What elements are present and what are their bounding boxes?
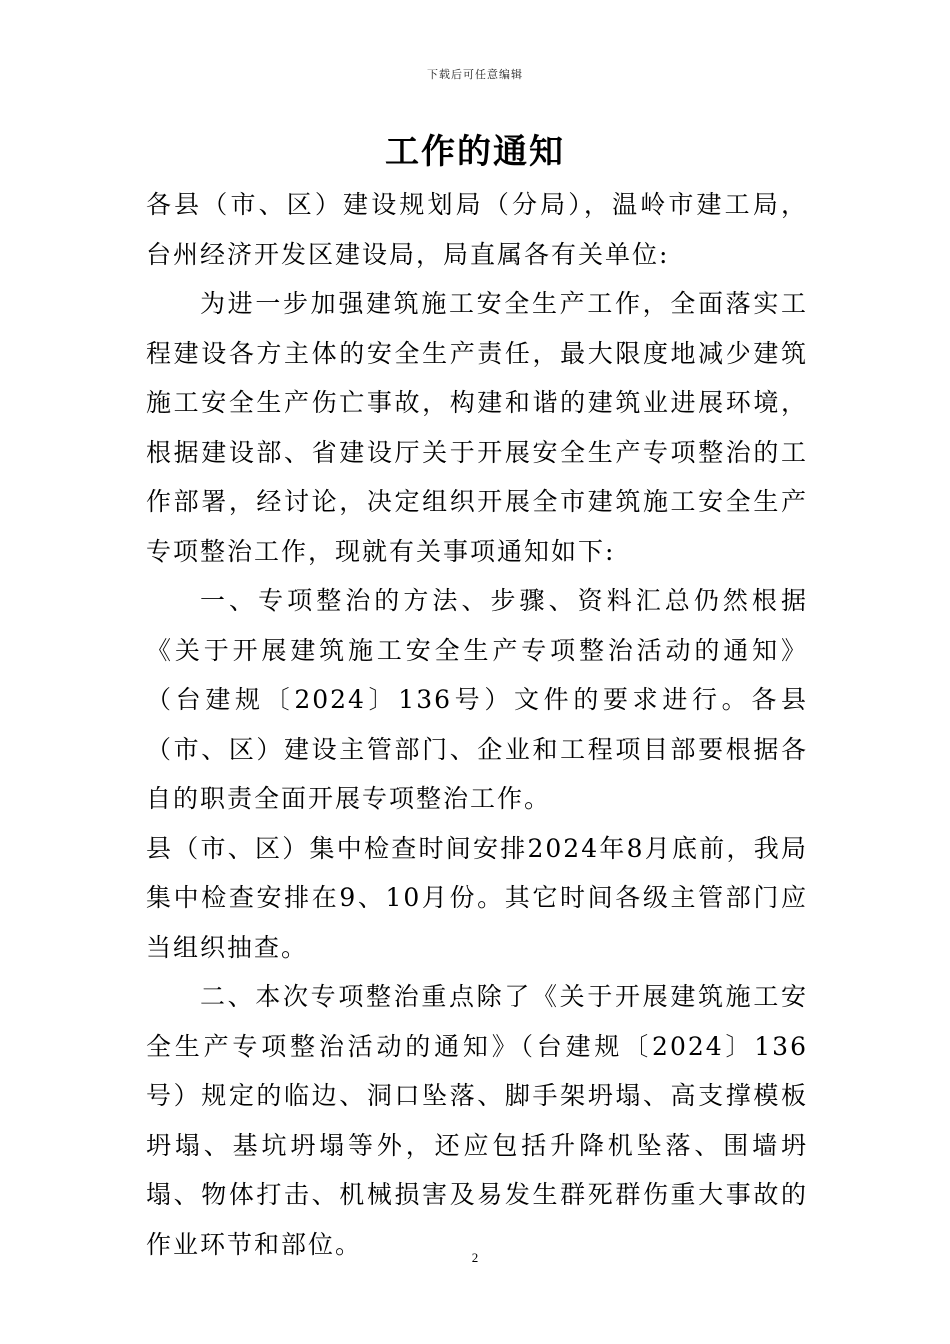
- salutation-paragraph: 各县（市、区）建设规划局（分局），温岭市建工局，台州经济开发区建设局，局直属各有关单位:: [146, 190, 808, 269]
- document-body: [146, 180, 808, 1269]
- page-number: 2: [471, 1250, 479, 1265]
- inspection-schedule-paragraph: 县（市、区）集中检查时间安排2024年8月底前，我局集中检查安排在9、10月份。其它时间各级主管部门应当组织抽查。: [146, 833, 808, 962]
- section-one-paragraph: 一、专项整治的方法、步骤、资料汇总仍然根据《关于开展建筑施工安全生产专项整治活动的通知》（台建规〔2024〕136号）文件的要求进行。各县（市、区）建设主管部门、企业和工程项目部要根据各自的职责全面开展专项整治工作。: [146, 586, 808, 813]
- intro-paragraph: 为进一步加强建筑施工安全生产工作，全面落实工程建设各方主体的安全生产责任，最大限度地减少建筑施工安全生产伤亡事故，构建和谐的建筑业进展环境，根据建设部、省建设厅关于开展安全生产专项整治的工作部署，经讨论，决定组织开展全市建筑施工安全生产专项整治工作，现就有关事项通知如下:: [146, 289, 808, 566]
- document-title: 工作的通知: [385, 132, 565, 172]
- section-two-paragraph: 二、本次专项整治重点除了《关于开展建筑施工安全生产专项整治活动的通知》（台建规〔2024〕136号）规定的临边、洞口坠落、脚手架坍塌、高支撑模板坍塌、基坑坍塌等外，还应包括升降机坠落、围墙坍塌、物体打击、机械损害及易发生群死群伤重大事故的作业环节和部位。: [146, 982, 808, 1259]
- header-note: 下载后可任意编辑: [427, 68, 523, 81]
